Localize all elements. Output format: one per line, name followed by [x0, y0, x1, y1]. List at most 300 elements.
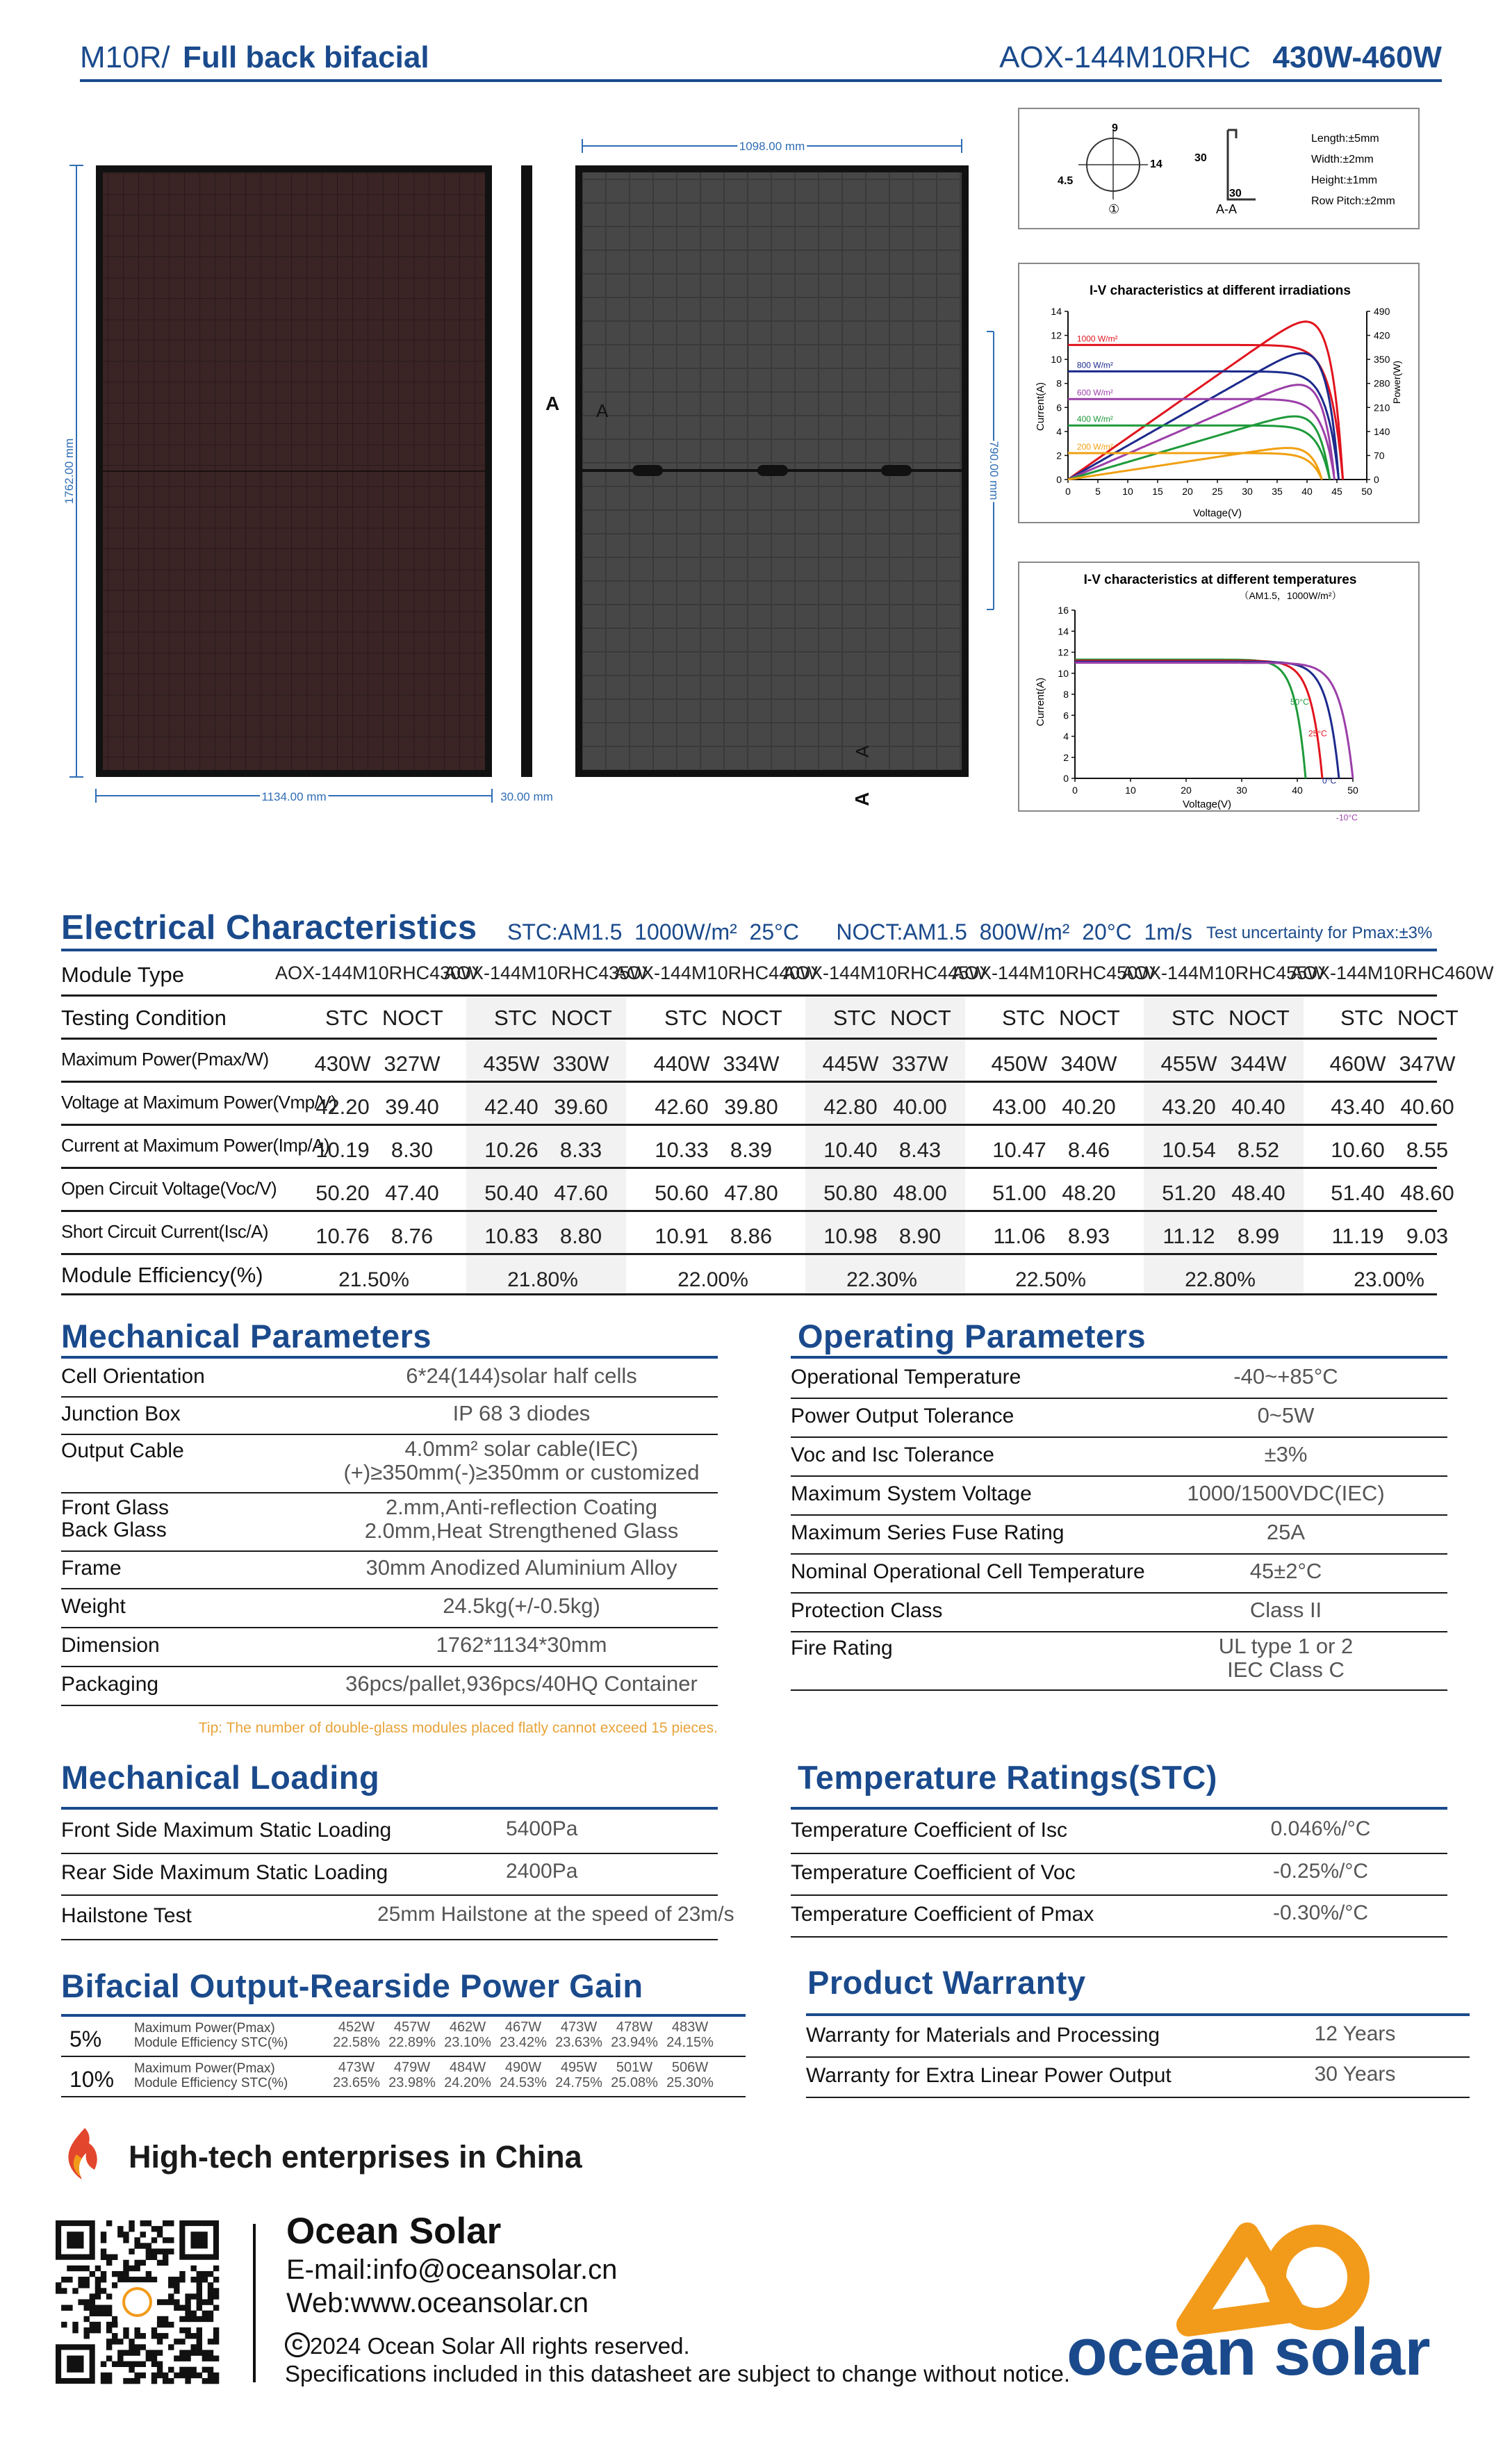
- module-front-view: [96, 165, 492, 777]
- series-label: 50°C: [1290, 697, 1309, 707]
- y-tick-label: 12: [1058, 646, 1069, 658]
- y2-tick-label: 70: [1374, 450, 1385, 461]
- param-value: UL type 1 or 2: [1218, 1634, 1354, 1658]
- noct-value: 47.60: [554, 1181, 608, 1205]
- param-value: 4.0mm² solar cable(IEC): [404, 1436, 639, 1461]
- noct-value: 39.60: [554, 1095, 608, 1119]
- bif-eff-value: 22.89%: [388, 2035, 436, 2050]
- param-label: Open Circuit Voltage(Voc/V): [61, 1178, 277, 1199]
- bif-eff-value: 25.30%: [666, 2075, 714, 2090]
- noct-value: 8.99: [1237, 1224, 1280, 1248]
- param-label: Power Output Tolerance: [791, 1405, 1014, 1427]
- bif-eff-value: 23.98%: [388, 2075, 436, 2090]
- param-label: Packaging: [61, 1673, 159, 1696]
- row-divider: [791, 1398, 1447, 1399]
- y2-tick-label: 140: [1374, 425, 1390, 437]
- bifacial-title: Bifacial Output-Rearside Power Gain: [61, 1967, 643, 2004]
- param-value: 45±2°C: [1249, 1559, 1322, 1583]
- series-label: -10°C: [1336, 812, 1358, 823]
- noct-value: 9.03: [1406, 1224, 1449, 1248]
- stc-value: 50.80: [823, 1181, 878, 1205]
- header-type: Full back bifacial: [183, 40, 429, 74]
- noct-value: 47.40: [385, 1181, 439, 1205]
- row-divider: [791, 1514, 1447, 1516]
- noct-value: 48.20: [1062, 1181, 1116, 1205]
- testing-condition-label: Testing Condition: [61, 1006, 227, 1030]
- row-divider: [61, 1293, 1437, 1295]
- noct-value: 8.55: [1406, 1138, 1449, 1162]
- chart1-ylabel: Current(A): [1035, 382, 1046, 432]
- param-label: Short Circuit Current(Isc/A): [61, 1221, 269, 1242]
- model-name: AOX-144M10RHC455W: [1121, 963, 1325, 983]
- param-value: 30mm Anodized Aluminium Alloy: [365, 1555, 677, 1580]
- x-tick-label: 40: [1292, 785, 1303, 796]
- noct-value: 39.80: [724, 1095, 778, 1119]
- y-tick-label: 10: [1051, 354, 1062, 366]
- row-divider: [61, 1939, 718, 1940]
- noct-value: 40.40: [1231, 1095, 1285, 1119]
- dim-height-label: 1762.00 mm: [63, 438, 76, 505]
- junction-box-3: [881, 465, 912, 476]
- param-label: Current at Maximum Power(Imp/A): [61, 1135, 330, 1156]
- mechanical-tip: Tip: The number of double-glass modules placed flatly cannot exceed 15 pieces.: [198, 1720, 718, 1736]
- disclaimer-text: Specifications included in this datasheet are subject to change without notice.: [285, 2361, 1071, 2386]
- param-label: Output Cable: [61, 1439, 184, 1462]
- noct-header: NOCT: [1228, 1006, 1290, 1030]
- noct-value: 8.39: [730, 1138, 773, 1162]
- noct-value: 347W: [1399, 1051, 1456, 1076]
- y-tick-label: 2: [1063, 751, 1069, 763]
- header-rule: [80, 79, 1442, 82]
- stc-value: 11.19: [1331, 1224, 1384, 1248]
- bif-power-value: 479W: [393, 2060, 431, 2075]
- noct-value: 8.76: [391, 1224, 434, 1248]
- bif-power-value: 490W: [504, 2060, 542, 2075]
- operating-section: [791, 1317, 1447, 1720]
- stc-header: STC: [494, 1006, 537, 1030]
- noct-value: 40.00: [893, 1095, 947, 1119]
- x-tick-label: 5: [1095, 486, 1101, 497]
- model-name: AOX-144M10RHC440W: [614, 963, 818, 983]
- bif-power-value: 506W: [671, 2060, 709, 2075]
- stc-value: 50.20: [315, 1181, 370, 1205]
- series-label: 0°C: [1322, 776, 1337, 786]
- param-value: 2.mm,Anti-reflection Coating: [385, 1495, 658, 1519]
- stc-value: 42.20: [315, 1095, 370, 1119]
- row-divider: [61, 2056, 746, 2057]
- bif-eff-value: 23.63%: [555, 2035, 602, 2050]
- efficiency-value: 22.80%: [1185, 1268, 1256, 1291]
- chart2-title: I-V characteristics at different temperatures: [1083, 573, 1357, 587]
- param-label: Maximum Series Fuse Rating: [791, 1521, 1065, 1544]
- param-value: 0~5W: [1257, 1403, 1315, 1427]
- param-value: ±3%: [1264, 1442, 1308, 1466]
- noct-value: 330W: [552, 1051, 609, 1076]
- series-label: 25°C: [1308, 728, 1327, 739]
- noct-value: 8.52: [1237, 1138, 1280, 1162]
- row-divider: [806, 2056, 1470, 2058]
- electrical-uncertainty: Test uncertainty for Pmax:±3%: [1206, 924, 1433, 942]
- stc-value: 42.40: [484, 1095, 539, 1119]
- noct-value: 48.60: [1400, 1181, 1454, 1205]
- stc-value: 10.54: [1162, 1138, 1216, 1162]
- row-divider: [791, 1631, 1447, 1632]
- chart2-ylabel: Current(A): [1035, 677, 1046, 727]
- param-value: 30 Years: [1314, 2063, 1396, 2086]
- bif-eff-value: 24.20%: [444, 2075, 491, 2090]
- param-label: Frame: [61, 1557, 122, 1580]
- x-tick-label: 50: [1361, 486, 1372, 497]
- noct-value: 8.30: [391, 1138, 434, 1162]
- param-value: -0.25%/°C: [1272, 1860, 1369, 1883]
- row-divider: [61, 1124, 1437, 1126]
- stc-value: 42.80: [823, 1095, 878, 1119]
- detail-dim-4-5: 4.5: [1058, 175, 1074, 187]
- y-tick-label: 14: [1051, 306, 1062, 317]
- bif-power-value: 478W: [616, 2020, 653, 2035]
- noct-value: 8.46: [1067, 1138, 1110, 1162]
- stc-header: STC: [1002, 1006, 1045, 1030]
- stc-value: 10.26: [484, 1138, 539, 1162]
- param-label: Maximum System Voltage: [791, 1482, 1032, 1505]
- stc-value: 460W: [1329, 1051, 1386, 1076]
- bif-power-label: Maximum Power(Pmax): [134, 2021, 275, 2036]
- row-divider: [806, 2097, 1470, 2098]
- noct-value: 8.33: [559, 1138, 602, 1162]
- bif-eff-value: 23.10%: [444, 2035, 491, 2050]
- param-value: 1000/1500VDC(IEC): [1187, 1481, 1385, 1505]
- x-tick-label: 25: [1212, 486, 1223, 497]
- efficiency-value: 21.80%: [507, 1268, 578, 1291]
- bif-power-value: 484W: [449, 2060, 486, 2075]
- copyright-icon: C: [285, 2332, 310, 2357]
- row-divider: [61, 1853, 718, 1854]
- y-tick-label: 6: [1056, 402, 1062, 414]
- x-tick-label: 10: [1122, 486, 1133, 497]
- param-label-2: Back Glass: [61, 1518, 167, 1541]
- row-divider: [61, 2096, 746, 2097]
- row-divider: [61, 1492, 718, 1493]
- stc-value: 10.19: [315, 1138, 370, 1162]
- efficiency-value: 22.50%: [1015, 1268, 1086, 1291]
- iv-temperature-chart: [1019, 563, 1421, 823]
- tolerance-width: Width:±2mm: [1311, 154, 1374, 165]
- hightech-flame-icon: [61, 2127, 101, 2181]
- stc-value: 430W: [314, 1051, 371, 1076]
- noct-value: 40.60: [1400, 1095, 1454, 1119]
- bif-eff-label: Module Efficiency STC(%): [134, 2076, 288, 2090]
- iv-curve: [1075, 660, 1306, 778]
- param-label: Warranty for Extra Linear Power Output: [806, 2064, 1172, 2087]
- param-label: Protection Class: [791, 1599, 943, 1622]
- param-value: 25mm Hailstone at the speed of 23m/s: [377, 1903, 734, 1926]
- bif-eff-value: 23.65%: [333, 2075, 380, 2090]
- row-divider: [61, 1434, 718, 1435]
- noct-value: 48.00: [893, 1181, 947, 1205]
- efficiency-value: 21.50%: [338, 1268, 409, 1291]
- param-value: 0.046%/°C: [1270, 1817, 1371, 1840]
- noct-value: 327W: [384, 1051, 441, 1076]
- tolerance-row-pitch: Row Pitch:±2mm: [1311, 195, 1395, 207]
- bif-power-value: 457W: [393, 2020, 431, 2035]
- noct-value: 8.86: [730, 1224, 773, 1248]
- efficiency-value: 22.00%: [677, 1268, 748, 1291]
- iv-curve: [1075, 661, 1322, 778]
- bif-eff-value: 24.15%: [666, 2035, 714, 2050]
- loading-section: [61, 1758, 734, 1932]
- stc-value: 455W: [1160, 1051, 1217, 1076]
- stc-value: 51.40: [1331, 1181, 1385, 1205]
- param-label: Maximum Power(Pmax/W): [61, 1049, 269, 1070]
- row-divider: [61, 1253, 1437, 1255]
- param-value: 25A: [1266, 1520, 1306, 1544]
- warranty-rule: [806, 2013, 1470, 2016]
- stc-value: 43.00: [992, 1095, 1046, 1119]
- stc-value: 42.60: [655, 1095, 709, 1119]
- loading-rule: [61, 1807, 718, 1810]
- dim-depth-label: 30.00 mm: [500, 790, 553, 803]
- iv-irradiation-chart-box: [1018, 263, 1420, 523]
- frame-detail-drawing: [1019, 109, 1421, 231]
- stc-value: 10.83: [484, 1224, 539, 1248]
- row-divider: [791, 1689, 1447, 1691]
- param-label: Warranty for Materials and Processing: [806, 2024, 1160, 2047]
- frame-detail-box: [1018, 108, 1420, 229]
- y-tick-label: 0: [1056, 474, 1062, 485]
- electrical-title: Electrical Characteristics: [61, 909, 477, 947]
- stc-header: STC: [325, 1006, 368, 1030]
- stc-value: 10.33: [655, 1138, 709, 1162]
- stc-value: 50.40: [484, 1181, 539, 1205]
- tolerance-height: Height:±1mm: [1311, 174, 1378, 186]
- model-name: AOX-144M10RHC450W: [952, 963, 1156, 983]
- noct-value: 47.80: [724, 1181, 778, 1205]
- bif-eff-label: Module Efficiency STC(%): [134, 2036, 288, 2050]
- noct-value: 8.43: [898, 1138, 942, 1162]
- model-name: AOX-144M10RHC445W: [783, 963, 987, 983]
- y-tick-label: 4: [1056, 425, 1062, 437]
- detail-circle-label: ①: [1108, 202, 1120, 216]
- row-divider: [791, 1436, 1447, 1438]
- param-label: Hailstone Test: [61, 1904, 192, 1927]
- noct-value: 334W: [723, 1051, 780, 1076]
- row-divider: [61, 1588, 718, 1589]
- x-tick-label: 45: [1331, 486, 1342, 497]
- ocean-solar-logo-text: ocean solar: [1067, 2315, 1430, 2389]
- warranty-section: [806, 1963, 1470, 2102]
- bif-power-value: 467W: [504, 2020, 542, 2035]
- y2-tick-label: 490: [1374, 306, 1390, 317]
- bif-eff-value: 23.42%: [500, 2035, 547, 2050]
- footer-divider: [253, 2224, 256, 2382]
- row-divider: [61, 1627, 718, 1628]
- stc-value: 10.91: [655, 1224, 709, 1248]
- param-label: Junction Box: [61, 1402, 181, 1425]
- y-tick-label: 16: [1058, 605, 1069, 616]
- bif-eff-value: 25.08%: [611, 2075, 658, 2090]
- param-label: Dimension: [61, 1634, 160, 1657]
- x-tick-label: 20: [1181, 785, 1192, 796]
- temperature-rule: [791, 1807, 1447, 1810]
- param-label: Rear Side Maximum Static Loading: [61, 1861, 388, 1884]
- row-divider: [61, 1038, 1437, 1040]
- loading-title: Mechanical Loading: [61, 1759, 380, 1796]
- bif-power-value: 452W: [338, 2020, 375, 2035]
- y-tick-label: 8: [1063, 689, 1069, 700]
- series-label: 200 W/m²: [1076, 441, 1113, 452]
- x-tick-label: 0: [1065, 486, 1071, 497]
- row-divider: [61, 1666, 718, 1667]
- noct-value: 39.40: [385, 1095, 439, 1119]
- y2-tick-label: 350: [1374, 354, 1390, 366]
- section-mark-bottom-2: A: [851, 792, 873, 806]
- chart2-subtitle: （AM1.5，1000W/m²）: [1239, 590, 1342, 601]
- electrical-section: [61, 907, 1493, 1303]
- param-label: Temperature Coefficient of Isc: [791, 1819, 1067, 1842]
- param-label: Voc and Isc Tolerance: [791, 1443, 994, 1466]
- company-web[interactable]: Web:www.oceansolar.cn: [286, 2288, 589, 2318]
- header-series: M10R/: [80, 40, 170, 74]
- iv-curve: [1075, 663, 1353, 778]
- param-value: 12 Years: [1314, 2022, 1396, 2045]
- bif-power-value: 495W: [560, 2060, 598, 2075]
- y-tick-label: 8: [1056, 377, 1062, 389]
- noct-value: 337W: [891, 1051, 948, 1076]
- y-tick-label: 4: [1063, 730, 1069, 742]
- x-tick-label: 15: [1152, 486, 1163, 497]
- junction-box-1: [632, 465, 663, 476]
- efficiency-label: Module Efficiency(%): [61, 1263, 263, 1287]
- model-name: AOX-144M10RHC435W: [444, 963, 648, 983]
- mechanical-section: [61, 1317, 718, 1748]
- x-tick-label: 0: [1072, 785, 1078, 796]
- row-divider: [61, 1894, 718, 1896]
- stc-value: 10.47: [992, 1138, 1046, 1162]
- stc-header: STC: [664, 1006, 707, 1030]
- stc-header: STC: [833, 1006, 876, 1030]
- x-tick-label: 50: [1347, 785, 1358, 796]
- stc-value: 10.60: [1331, 1138, 1385, 1162]
- noct-value: 8.93: [1067, 1224, 1110, 1248]
- stc-header: STC: [1172, 1006, 1215, 1030]
- model-name: AOX-144M10RHC430W: [275, 963, 479, 983]
- mechanical-rule: [61, 1356, 718, 1359]
- company-email[interactable]: E-mail:info@oceansolar.cn: [286, 2254, 618, 2285]
- noct-value: 40.20: [1062, 1095, 1116, 1119]
- stc-value: 51.00: [992, 1181, 1046, 1205]
- bif-eff-value: 24.75%: [555, 2075, 602, 2090]
- stc-value: 11.12: [1162, 1224, 1215, 1248]
- section-mark-bottom-1: A: [852, 745, 873, 758]
- param-value-2: (+)≥350mm(-)≥350mm or customized: [343, 1460, 700, 1484]
- param-label: Voltage at Maximum Power(Vmp/V): [61, 1092, 337, 1113]
- row-divider: [791, 1853, 1447, 1854]
- param-label: Fire Rating: [791, 1637, 893, 1660]
- gain-label: 10%: [69, 2067, 115, 2092]
- param-value: -40~+85°C: [1233, 1364, 1338, 1389]
- param-label: Temperature Coefficient of Pmax: [791, 1903, 1094, 1926]
- detail-dim-30-b: 30: [1229, 188, 1242, 199]
- y2-tick-label: 420: [1374, 329, 1390, 341]
- module-side-view: [521, 165, 532, 777]
- temperature-section: [791, 1758, 1447, 1932]
- y-tick-label: 14: [1058, 625, 1069, 637]
- section-mark-right: A: [596, 400, 609, 421]
- chart2-xlabel: Voltage(V): [1182, 799, 1232, 810]
- tolerance-length: Length:±5mm: [1311, 133, 1379, 145]
- efficiency-value: 22.30%: [846, 1268, 917, 1291]
- detail-dim-14: 14: [1150, 158, 1162, 170]
- x-tick-label: 10: [1125, 785, 1136, 796]
- bif-power-value: 483W: [671, 2020, 709, 2035]
- noct-header: NOCT: [1397, 1006, 1458, 1030]
- chart1-y2label: Power(W): [1391, 360, 1402, 404]
- qr-code[interactable]: [56, 2220, 219, 2384]
- y2-tick-label: 0: [1374, 474, 1379, 485]
- series-label: 600 W/m²: [1076, 388, 1113, 398]
- copyright-text: 2024 Ocean Solar All rights reserved.: [310, 2333, 690, 2359]
- y2-tick-label: 280: [1374, 377, 1390, 389]
- x-tick-label: 30: [1242, 486, 1253, 497]
- company-name: Ocean Solar: [286, 2211, 502, 2252]
- hightech-text: High-tech enterprises in China: [129, 2139, 582, 2175]
- section-mark-left: A: [545, 393, 560, 414]
- y-tick-label: 6: [1063, 710, 1069, 721]
- operating-title: Operating Parameters: [798, 1318, 1147, 1354]
- model-name: AOX-144M10RHC460W: [1290, 963, 1494, 983]
- chart1-title: I-V characteristics at different irradiations: [1090, 284, 1351, 298]
- mechanical-title: Mechanical Parameters: [61, 1318, 432, 1354]
- noct-header: NOCT: [1059, 1006, 1120, 1030]
- page-header: [80, 40, 1442, 82]
- stc-header: STC: [1340, 1006, 1383, 1030]
- junction-box-2: [757, 465, 788, 476]
- bif-eff-value: 22.58%: [333, 2035, 380, 2050]
- bifacial-section: [61, 1967, 749, 2106]
- row-divider: [791, 1475, 1447, 1477]
- series-label: 1000 W/m²: [1076, 334, 1118, 344]
- x-tick-label: 30: [1236, 785, 1247, 796]
- param-value: 1762*1134*30mm: [436, 1632, 607, 1657]
- param-label: Operational Temperature: [791, 1366, 1021, 1389]
- row-divider: [791, 1894, 1447, 1896]
- series-label: 400 W/m²: [1076, 414, 1113, 425]
- bif-power-value: 473W: [560, 2020, 598, 2035]
- param-label: Weight: [61, 1595, 126, 1618]
- x-tick-label: 40: [1301, 486, 1313, 497]
- param-value: 36pcs/pallet,936pcs/40HQ Container: [345, 1671, 698, 1696]
- bifacial-rule: [61, 2014, 746, 2017]
- bif-power-label: Maximum Power(Pmax): [134, 2061, 275, 2076]
- param-value: -0.30%/°C: [1272, 1901, 1369, 1924]
- param-label: Cell Orientation: [61, 1365, 205, 1388]
- stc-value: 10.40: [823, 1138, 878, 1162]
- param-value: 24.5kg(+/-0.5kg): [443, 1594, 600, 1618]
- x-tick-label: 35: [1272, 486, 1283, 497]
- row-divider: [61, 1167, 1437, 1169]
- y-tick-label: 0: [1063, 773, 1069, 784]
- y-tick-label: 10: [1058, 667, 1069, 679]
- iv-irradiation-chart: [1019, 264, 1421, 525]
- row-divider: [61, 1705, 718, 1706]
- param-value: IP 68 3 diodes: [452, 1401, 591, 1425]
- module-drawings: [63, 132, 1001, 813]
- param-label: Front Side Maximum Static Loading: [61, 1819, 392, 1842]
- stc-value: 10.98: [823, 1224, 878, 1248]
- row-divider: [791, 1592, 1447, 1594]
- stc-value: 450W: [991, 1051, 1048, 1076]
- warranty-title: Product Warranty: [807, 1964, 1086, 2001]
